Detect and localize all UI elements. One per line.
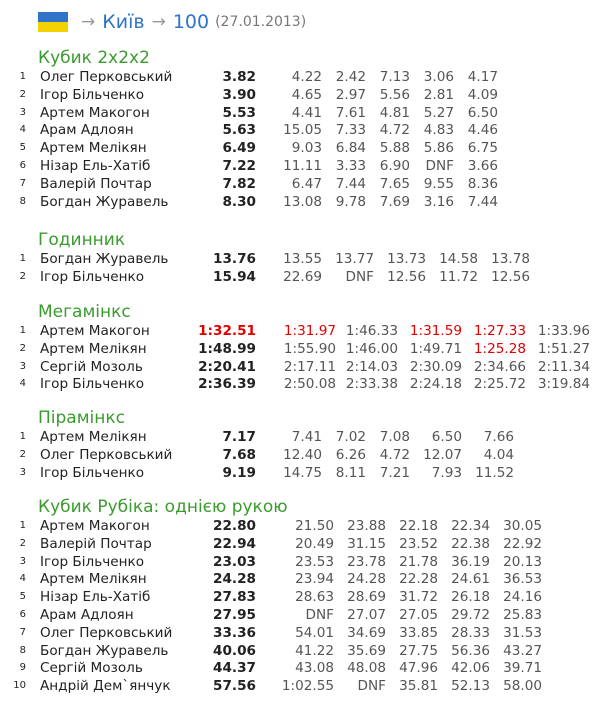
best-result: 27.83: [213, 589, 256, 606]
best-result: 24.28: [213, 571, 256, 588]
best-result: 23.03: [213, 553, 256, 570]
attempt-time: 7.61: [335, 104, 366, 121]
attempt-time: 39.71: [503, 660, 542, 677]
competitor-name: Арам Адлоян: [40, 607, 134, 623]
competitor-name: Ігор Більченко: [40, 376, 145, 393]
attempt-time: 5.27: [423, 104, 454, 121]
best-result: 7.17: [222, 429, 256, 445]
attempt-time: 6.50: [431, 429, 462, 445]
attempt-time: 2.42: [335, 69, 366, 85]
attempt-time: 30.05: [503, 518, 542, 534]
table-row: [0, 642, 601, 660]
attempt-time: 22.92: [503, 535, 542, 552]
best-result: 1:32.51: [198, 323, 256, 339]
competitor-name: Олег Перковський: [40, 624, 173, 641]
attempt-time: DNF: [357, 678, 386, 695]
table-row: [0, 570, 601, 588]
attempt-time: 7.08: [379, 429, 410, 445]
attempt-time: 27.07: [347, 607, 386, 623]
best-result: 57.56: [213, 678, 256, 695]
table-row: [0, 157, 601, 175]
rank-number: 1: [19, 431, 26, 442]
attempt-time: 23.53: [295, 553, 334, 570]
best-result: 7.82: [222, 175, 256, 192]
attempt-time: 42.06: [451, 660, 490, 677]
attempt-time: 22.18: [399, 518, 438, 534]
attempt-time: 43.08: [295, 660, 334, 677]
attempt-time: 11.11: [283, 158, 322, 174]
attempt-time: 28.33: [451, 624, 490, 641]
attempt-time: 14.75: [283, 464, 322, 481]
rank-number: 2: [19, 448, 26, 460]
table-row: [0, 677, 601, 695]
competitor-name: Олег Перковський: [40, 446, 173, 463]
best-result: 6.49: [222, 140, 256, 157]
attempt-time: 7.69: [379, 193, 410, 210]
attempt-time: 35.81: [399, 678, 438, 695]
attempt-time: 28.63: [295, 589, 334, 606]
table-row: [0, 193, 601, 211]
attempt-time: 23.94: [295, 571, 334, 588]
attempt-time: 58.00: [503, 678, 542, 695]
attempt-time: 1:02.55: [281, 678, 334, 695]
attempt-time: DNF: [305, 607, 334, 623]
attempt-time: 9.78: [335, 193, 366, 210]
attempt-time: 7.13: [379, 69, 410, 85]
best-result: 7.22: [222, 158, 256, 174]
attempt-time: 7.21: [379, 464, 410, 481]
rank-number: 1: [19, 520, 26, 531]
attempt-time: 7.93: [431, 464, 462, 481]
attempt-time: 27.05: [399, 607, 438, 623]
attempt-time: 11.72: [439, 268, 478, 285]
attempt-time: 6.84: [335, 140, 366, 157]
best-result: 2:20.41: [198, 358, 256, 375]
best-result: 1:48.99: [198, 340, 256, 357]
attempt-time: 20.13: [503, 553, 542, 570]
attempt-time: 22.34: [451, 518, 490, 534]
competitor-name: Олег Перковський: [40, 69, 173, 85]
attempt-time: 3.66: [467, 158, 498, 174]
attempt-time: 25.83: [503, 607, 542, 623]
attempt-time: 2:34.66: [473, 358, 526, 375]
best-result: 5.53: [222, 104, 256, 121]
table-row: [0, 250, 601, 268]
table-row: [0, 535, 601, 553]
rank-number: 1: [19, 325, 26, 336]
attempt-time: 6.90: [379, 158, 410, 174]
attempt-time: 11.52: [475, 464, 514, 481]
attempt-time: 4.46: [467, 122, 498, 139]
attempt-time: 9.03: [291, 140, 322, 157]
rank-number: 1: [19, 253, 26, 264]
attempt-time: 1:31.97: [283, 323, 336, 339]
attempt-time: 2.97: [335, 86, 366, 103]
attempt-time: 3.16: [423, 193, 454, 210]
best-result: 33.36: [213, 624, 256, 641]
attempt-time: 1:55.90: [283, 340, 336, 357]
attempt-time: 1:46.33: [345, 323, 398, 339]
best-result: 9.19: [222, 464, 256, 481]
competitor-name: Ігор Більченко: [40, 86, 145, 103]
rank-number: 2: [19, 342, 26, 354]
breadcrumb: [38, 8, 306, 36]
attempt-time: 4.09: [467, 86, 498, 103]
attempt-time: 3.06: [423, 69, 454, 85]
attempt-time: 4.72: [379, 446, 410, 463]
competitor-name: Нізар Ель-Хатіб: [40, 158, 151, 174]
attempt-time: 23.78: [347, 553, 386, 570]
table-row: [0, 68, 601, 86]
attempt-time: DNF: [345, 268, 374, 285]
competitor-name: Богдан Журавель: [40, 642, 169, 659]
attempt-time: 22.28: [399, 571, 438, 588]
attempt-time: 21.78: [399, 553, 438, 570]
best-result: 40.06: [213, 642, 256, 659]
best-result: 44.37: [213, 660, 256, 677]
attempt-time: 6.26: [335, 446, 366, 463]
attempt-time: 2:30.09: [409, 358, 462, 375]
attempt-time: 4.22: [291, 69, 322, 85]
table-row: [0, 659, 601, 677]
attempt-time: 24.28: [347, 571, 386, 588]
attempt-time: 12.40: [283, 446, 322, 463]
table-row: [0, 268, 601, 286]
competitor-name: Артем Мелікян: [40, 429, 147, 445]
competition-link[interactable]: 100: [172, 11, 210, 33]
attempt-time: 41.22: [295, 642, 334, 659]
rank-number: 4: [19, 124, 26, 136]
competitor-name: Артем Макогон: [40, 323, 150, 339]
competitor-name: Сергій Мозоль: [40, 358, 143, 375]
competitor-name: Артем Макогон: [40, 104, 150, 121]
attempt-time: 4.83: [423, 122, 454, 139]
rank-number: 5: [19, 142, 26, 154]
competition-date: (27.01.2013): [215, 14, 307, 30]
competitor-name: Ігор Більченко: [40, 268, 145, 285]
best-result: 2:36.39: [198, 376, 256, 393]
attempt-time: 13.55: [283, 251, 322, 267]
attempt-time: 52.13: [451, 678, 490, 695]
table-row: [0, 86, 601, 104]
best-result: 13.76: [213, 251, 256, 267]
competitor-name: Сергій Мозоль: [40, 660, 143, 677]
attempt-time: 2:17.11: [283, 358, 336, 375]
attempt-time: 2:25.72: [473, 376, 526, 393]
attempt-time: 28.69: [347, 589, 386, 606]
attempt-time: 27.75: [399, 642, 438, 659]
attempt-time: 35.69: [347, 642, 386, 659]
attempt-time: 4.41: [291, 104, 322, 121]
attempt-time: 3:19.84: [537, 376, 590, 393]
rank-number: 3: [19, 466, 26, 478]
attempt-time: 1:51.27: [537, 340, 590, 357]
best-result: 8.30: [222, 193, 256, 210]
best-result: 15.94: [213, 268, 256, 285]
attempt-time: 29.72: [451, 607, 490, 623]
rank-number: 8: [19, 195, 26, 207]
attempt-time: 31.72: [399, 589, 438, 606]
event-title: Пірамінкс: [38, 408, 125, 428]
attempt-time: 31.53: [503, 624, 542, 641]
attempt-time: 12.56: [491, 268, 530, 285]
ukraine-flag-icon: [38, 12, 68, 32]
rank-number: 6: [19, 609, 26, 620]
attempt-time: 4.81: [379, 104, 410, 121]
arrow-icon: →: [151, 12, 166, 32]
attempt-time: 23.52: [399, 535, 438, 552]
attempt-time: 5.88: [379, 140, 410, 157]
table-row: [0, 375, 601, 393]
rank-number: 7: [19, 626, 26, 638]
attempt-time: 3.33: [335, 158, 366, 174]
event-title: Кубик 2х2х2: [38, 48, 150, 68]
event-title: Мегамінкс: [38, 302, 131, 322]
attempt-time: 2.81: [423, 86, 454, 103]
attempt-time: 2:33.38: [345, 376, 398, 393]
competitor-name: Валерій Почтар: [40, 535, 152, 552]
city-link[interactable]: Київ: [102, 11, 145, 33]
competitor-name: Арам Адлоян: [40, 122, 134, 139]
attempt-time: 2:50.08: [283, 376, 336, 393]
attempt-time: 7.66: [483, 429, 514, 445]
best-result: 27.95: [213, 607, 256, 623]
event-title: Кубик Рубіка: однією рукою: [38, 497, 288, 517]
attempt-time: 1:27.33: [473, 323, 526, 339]
attempt-time: 7.44: [467, 193, 498, 210]
competitor-name: Артем Макогон: [40, 518, 150, 534]
attempt-time: 12.56: [387, 268, 426, 285]
attempt-time: 6.50: [467, 104, 498, 121]
attempt-time: 7.41: [291, 429, 322, 445]
attempt-time: 34.69: [347, 624, 386, 641]
rank-number: 3: [19, 555, 26, 567]
rank-number: 2: [19, 270, 26, 282]
attempt-time: 7.02: [335, 429, 366, 445]
best-result: 3.90: [222, 86, 256, 103]
attempt-time: 2:11.34: [537, 358, 590, 375]
attempt-time: 13.73: [387, 251, 426, 267]
table-row: [0, 624, 601, 642]
attempt-time: 7.33: [335, 122, 366, 139]
competitor-name: Артем Мелікян: [40, 340, 147, 357]
attempt-time: 22.38: [451, 535, 490, 552]
attempt-time: 2:14.03: [345, 358, 398, 375]
attempt-time: 43.27: [503, 642, 542, 659]
attempt-time: 5.86: [423, 140, 454, 157]
best-result: 3.82: [222, 69, 256, 85]
competitor-name: Валерій Почтар: [40, 175, 152, 192]
attempt-time: 47.96: [399, 660, 438, 677]
attempt-time: 13.78: [491, 251, 530, 267]
rank-number: 3: [19, 106, 26, 118]
attempt-time: 24.61: [451, 571, 490, 588]
table-row: [0, 175, 601, 193]
rank-number: 10: [13, 680, 26, 692]
competitor-name: Ігор Більченко: [40, 553, 145, 570]
table-row: [0, 428, 601, 446]
rank-number: 1: [19, 71, 26, 82]
attempt-time: 13.08: [283, 193, 322, 210]
rank-number: 2: [19, 537, 26, 549]
best-result: 5.63: [222, 122, 256, 139]
attempt-time: 23.88: [347, 518, 386, 534]
table-row: [0, 121, 601, 139]
table-row: [0, 446, 601, 464]
attempt-time: 2:24.18: [409, 376, 462, 393]
rank-number: 6: [19, 160, 26, 171]
event-title: Годинник: [38, 230, 126, 250]
table-row: [0, 322, 601, 340]
attempt-time: 6.75: [467, 140, 498, 157]
table-row: [0, 104, 601, 122]
rank-number: 4: [19, 378, 26, 390]
attempt-time: 1:49.71: [409, 340, 462, 357]
attempt-time: 6.47: [291, 175, 322, 192]
rank-number: 9: [19, 662, 26, 674]
rank-number: 3: [19, 360, 26, 372]
attempt-time: 48.08: [347, 660, 386, 677]
best-result: 22.80: [213, 518, 256, 534]
attempt-time: 20.49: [295, 535, 334, 552]
rank-number: 4: [19, 573, 26, 585]
attempt-time: 4.72: [379, 122, 410, 139]
table-row: [0, 139, 601, 157]
rank-number: 7: [19, 177, 26, 189]
rank-number: 2: [19, 88, 26, 100]
attempt-time: 4.65: [291, 86, 322, 103]
table-row: [0, 588, 601, 606]
competitor-name: Нізар Ель-Хатіб: [40, 589, 151, 606]
attempt-time: 24.16: [503, 589, 542, 606]
attempt-time: 33.85: [399, 624, 438, 641]
competitor-name: Артем Мелікян: [40, 140, 147, 157]
table-row: [0, 553, 601, 571]
attempt-time: 8.36: [467, 175, 498, 192]
table-row: [0, 606, 601, 624]
attempt-time: 1:33.96: [537, 323, 590, 339]
attempt-time: 54.01: [295, 624, 334, 641]
attempt-time: 7.65: [379, 175, 410, 192]
attempt-time: 7.44: [335, 175, 366, 192]
rank-number: 8: [19, 644, 26, 656]
attempt-time: 12.07: [423, 446, 462, 463]
rank-number: 5: [19, 591, 26, 603]
attempt-time: 9.55: [423, 175, 454, 192]
attempt-time: 13.77: [335, 251, 374, 267]
attempt-time: 1:25.28: [473, 340, 526, 357]
best-result: 7.68: [222, 446, 256, 463]
competitor-name: Андрій Дем`янчук: [40, 678, 171, 695]
table-row: [0, 340, 601, 358]
attempt-time: 1:31.59: [409, 323, 462, 339]
attempt-time: 36.53: [503, 571, 542, 588]
attempt-time: 8.11: [335, 464, 366, 481]
table-row: [0, 358, 601, 376]
attempt-time: 5.56: [379, 86, 410, 103]
attempt-time: 22.69: [283, 268, 322, 285]
attempt-time: 15.05: [283, 122, 322, 139]
attempt-time: 4.17: [467, 69, 498, 85]
attempt-time: 56.36: [451, 642, 490, 659]
attempt-time: 31.15: [347, 535, 386, 552]
attempt-time: 26.18: [451, 589, 490, 606]
attempt-time: 21.50: [295, 518, 334, 534]
attempt-time: 4.04: [483, 446, 514, 463]
competitor-name: Ігор Більченко: [40, 464, 145, 481]
attempt-time: 36.19: [451, 553, 490, 570]
attempt-time: 14.58: [439, 251, 478, 267]
attempt-time: DNF: [425, 158, 454, 174]
table-row: [0, 464, 601, 482]
arrow-icon: →: [81, 12, 96, 32]
competitor-name: Богдан Журавель: [40, 251, 169, 267]
best-result: 22.94: [213, 535, 256, 552]
attempt-time: 1:46.00: [345, 340, 398, 357]
competitor-name: Богдан Журавель: [40, 193, 169, 210]
table-row: [0, 517, 601, 535]
competitor-name: Артем Мелікян: [40, 571, 147, 588]
